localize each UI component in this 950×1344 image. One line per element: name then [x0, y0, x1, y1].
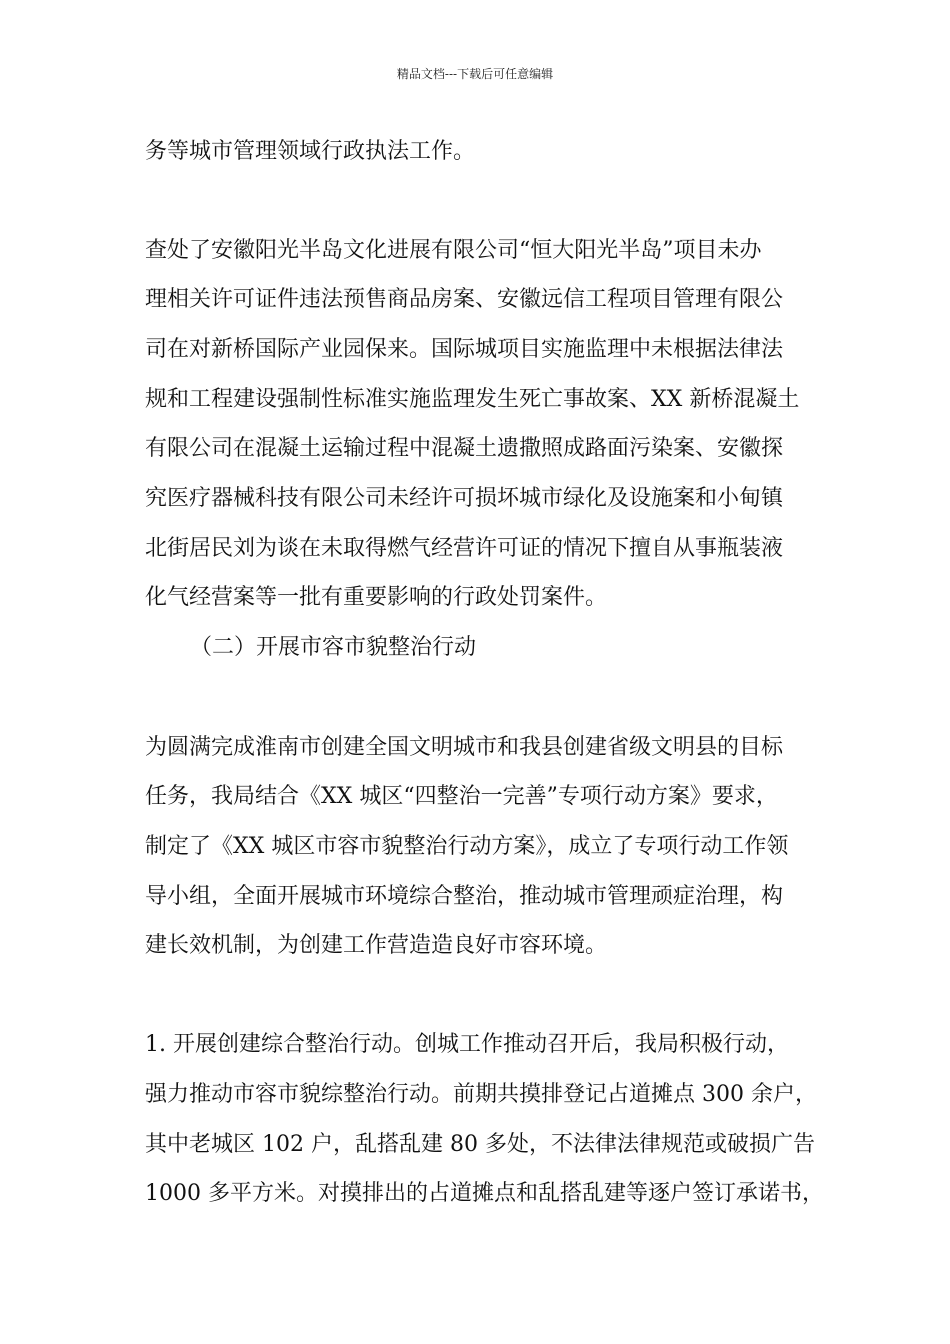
text-line: 其中老城区 102 户，乱搭乱建 80 多处，不法律法律规范或破损广告	[145, 1132, 815, 1157]
text-line: 导小组，全面开展城市环境综合整治，推动城市管理顽症治理，构	[145, 884, 784, 909]
text-line: 究医疗器械科技有限公司未经许可损坏城市绿化及设施案和小甸镇	[145, 486, 784, 511]
text-line: 有限公司在混凝土运输过程中混凝土遗撒照成路面污染案、安徽探	[145, 436, 784, 461]
text-line: 化气经营案等一批有重要影响的行政处罚案件。	[145, 585, 608, 610]
text-line: 司在对新桥国际产业园保来。国际城项目实施监理中未根据法律法	[145, 337, 784, 362]
text-line: 1. 开展创建综合整治行动。创城工作推动召开后，我局积极行动，	[145, 1032, 789, 1057]
text-line: 1000 多平方米。对摸排出的占道摊点和乱搭乱建等逐户签订承诺书，	[145, 1181, 824, 1206]
text-line: 规和工程建设强制性标准实施监理发生死亡事故案、XX 新桥混凝土	[145, 387, 800, 412]
text-line: 务等城市管理领域行政执法工作。	[145, 139, 476, 164]
text-line: 制定了《XX 城区市容市貌整治行动方案》，成立了专项行动工作领	[145, 834, 789, 859]
page-header: 精品文档---下载后可任意编辑	[396, 67, 554, 81]
text-line: 北街居民刘为谈在未取得燃气经营许可证的情况下擅自从事瓶装液	[145, 536, 784, 561]
text-line: 为圆满完成淮南市创建全国文明城市和我县创建省级文明县的目标	[145, 735, 784, 760]
text-line: 查处了安徽阳光半岛文化进展有限公司“恒大阳光半岛”项目未办	[145, 238, 762, 263]
text-line: 强力推动市容市貌综整治行动。前期共摸排登记占道摊点 300 余户，	[145, 1082, 817, 1107]
section-heading: （二）开展市容市貌整治行动	[190, 635, 477, 660]
text-line: 理相关许可证件违法预售商品房案、安徽远信工程项目管理有限公	[145, 287, 784, 312]
text-line: 任务，我局结合《XX 城区“四整治一完善”专项行动方案》要求，	[145, 784, 778, 809]
text-line: 建长效机制，为创建工作营造造良好市容环境。	[145, 933, 608, 958]
